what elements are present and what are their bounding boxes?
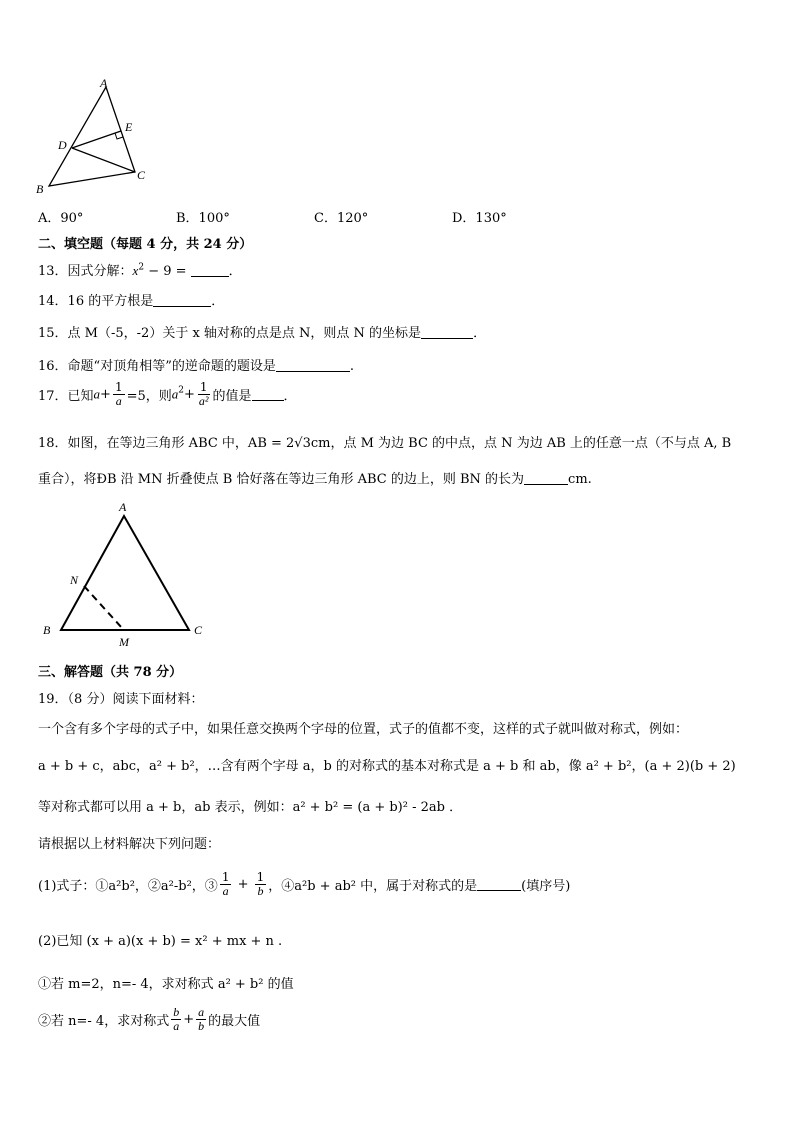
question-16: 16．命题“对顶角相等”的逆命题的题设是 .	[38, 359, 354, 374]
label-A: A	[119, 500, 127, 514]
question-18-line-2: 重合），将ÐB 沿 MN 折叠使点 B 恰好落在等边三角形 ABC 的边上，则 BN 的长为 cm.	[38, 472, 592, 487]
question-17: 17．已知a+ $\frac{1}{a}$ =5，则$a^2+$ $\frac{1}{\text{a²}}$ 的值是 ．	[38, 380, 297, 408]
label-A: A	[100, 76, 108, 90]
question-14: 14．16 的平方根是 ．	[38, 294, 225, 309]
question-19-p2: a + b + c，abc，a² + b²，…含有两个字母 a，b 的对称式的基本对称式是 a + b 和 ab，像 a² + b²，(a + 2)(b + 2)	[38, 759, 736, 774]
option-b: B．100°	[176, 211, 230, 226]
label-E: E	[125, 120, 133, 134]
question-13: 13．因式分解：$x^2 - 9$ = ．	[38, 262, 242, 279]
question-19-title: 19．（8 分）阅读下面材料：	[38, 692, 204, 707]
section-answer-title: 三、解答题（共 78 分）	[38, 665, 183, 680]
label-B: B	[36, 182, 44, 196]
label-D: D	[58, 138, 67, 152]
option-a: A．90°	[38, 211, 84, 226]
question-19-p4: 请根据以上材料解决下列问题：	[38, 837, 221, 852]
question-19-part-1: (1)式子：①a²b²，②a²-b²，③ $\frac{1}{a}$ + $\frac{1}{b}$ ，④a²b + ab² 中，属于对称式的是 (填序号)	[38, 870, 571, 898]
label-N: N	[70, 573, 79, 587]
label-C: C	[137, 168, 146, 182]
question-19-p1: 一个含有多个字母的式子中，如果任意交换两个字母的位置，式子的值都不变，这样的式子就叫做对称式，例如：	[38, 722, 689, 737]
label-C: C	[194, 623, 203, 637]
question-19-part-2: (2)已知 (x + a)(x + b) = x² + mx + n .	[38, 934, 283, 949]
section-fill-in-title: 二、填空题（每题 4 分，共 24 分）	[38, 237, 253, 252]
option-d: D．130°	[452, 211, 507, 226]
label-B: B	[43, 623, 51, 637]
option-c: C．120°	[314, 211, 369, 226]
question-15: 15．点 M（-5，-2）关于 x 轴对称的点是点 N，则点 N 的坐标是 ．	[38, 326, 487, 341]
label-M: M	[119, 635, 129, 649]
triangle-figure-2	[36, 498, 216, 650]
question-19-part-2-1: ①若 m=2，n=- 4，求对称式 a² + b² 的值	[38, 977, 294, 992]
question-18-line-1: 18．如图，在等边三角形 ABC 中，AB = 2√3cm，点 M 为边 BC 的中点，点 N 为边 AB 上的任意一点（不与点 A, B	[38, 436, 732, 451]
question-19-p3: 等对称式都可以用 a + b，ab 表示，例如：a² + b² = (a + b)² - 2ab ．	[38, 800, 463, 815]
triangle-figure-1	[30, 75, 160, 200]
question-19-part-2-2: ②若 n=- 4，求对称式 $\frac{b}{a}$ + $\frac{a}{b}$ 的最大值	[38, 1005, 261, 1033]
